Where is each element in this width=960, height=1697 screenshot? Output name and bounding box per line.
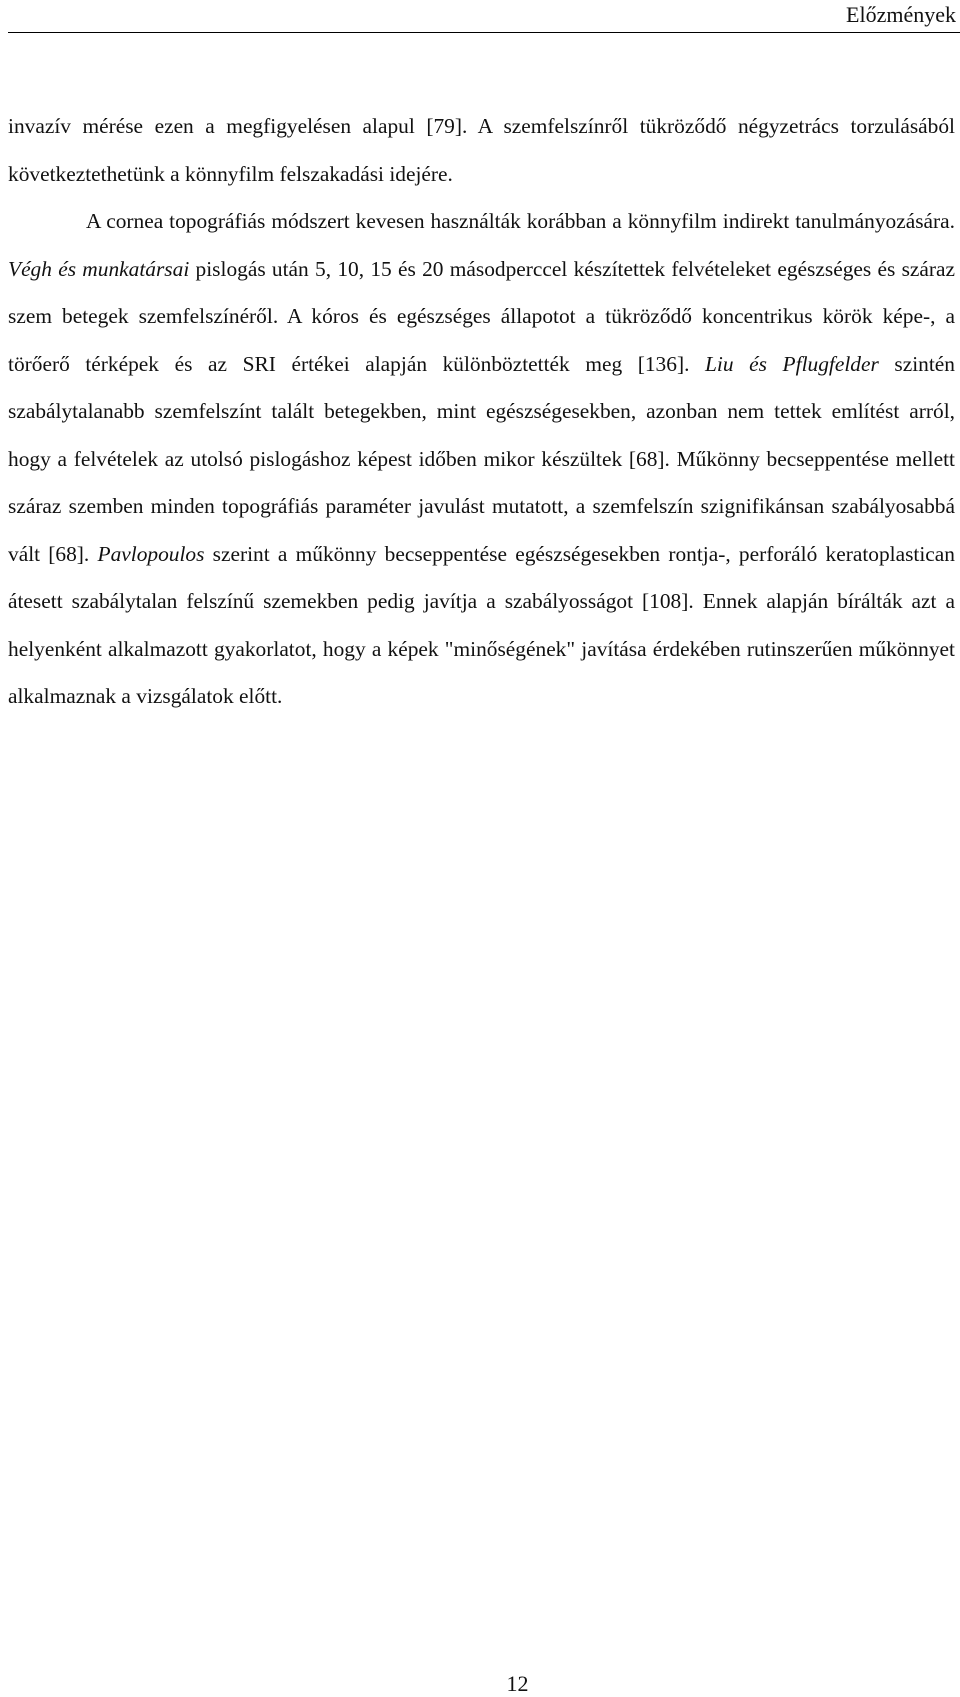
paragraph-1-text: invazív mérése ezen a megfigyelésen alapul [79]. A szemfelszínről tükröződő négyzetrács torzulásából következtethetünk a könnyfilm felszakadási idejére.: [8, 114, 955, 186]
paragraph-2-text-1: A cornea topográfiás módszert kevesen használták korábban a könnyfilm indirekt tanulmányozására.: [86, 209, 955, 233]
paragraph-2: [8, 198, 955, 721]
running-header: [8, 0, 960, 33]
author-citation-vegh: Végh és munkatársai: [8, 256, 190, 281]
author-citation-liu: Liu és Pflugfelder: [705, 351, 879, 376]
paragraph-2-text-4: szerint a műkönny becseppentése egészségesekben rontja-, perforáló keratoplastican átesett szabálytalan felszínű szemekben pedig javítja a szabályosságot [108]. Ennek alapján bírálták azt a helyenként alkalmazott gyakorlatot, hogy a képek "minőségének" javítása érdekében rutinszerűen műkönnyet alkalmaznak a vizsgálatok előtt.: [8, 541, 955, 708]
paragraph-2-text-3: szintén szabálytalanabb szemfelszínt talált betegekben, mint egészségesekben, azonban nem tettek említést arról, hogy a felvételek az utolsó pislogáshoz képest időben mikor készültek [68]. Műkönny becseppentése mellett száraz szemben minden topográfiás paraméter javulást mutatott, a szemfelszín szignifikánsan szabályosabbá vált [68].: [8, 351, 955, 566]
author-citation-pavlopoulos: Pavlopoulos: [97, 541, 205, 566]
page-number: 12: [506, 1671, 529, 1696]
body-text: [8, 103, 955, 721]
section-title: Előzmények: [846, 2, 956, 27]
paragraph-1: [8, 103, 955, 198]
paragraph-2-text-2: pislogás után 5, 10, 15 és 20 másodperccel készítettek felvételeket egészséges és száraz szem betegek szemfelszínéről. A kóros és egészséges állapotot a tükröződő koncentrikus körök képe-, a törőerő térképek és az SRI értékei alapján különböztették meg [136].: [8, 256, 955, 376]
